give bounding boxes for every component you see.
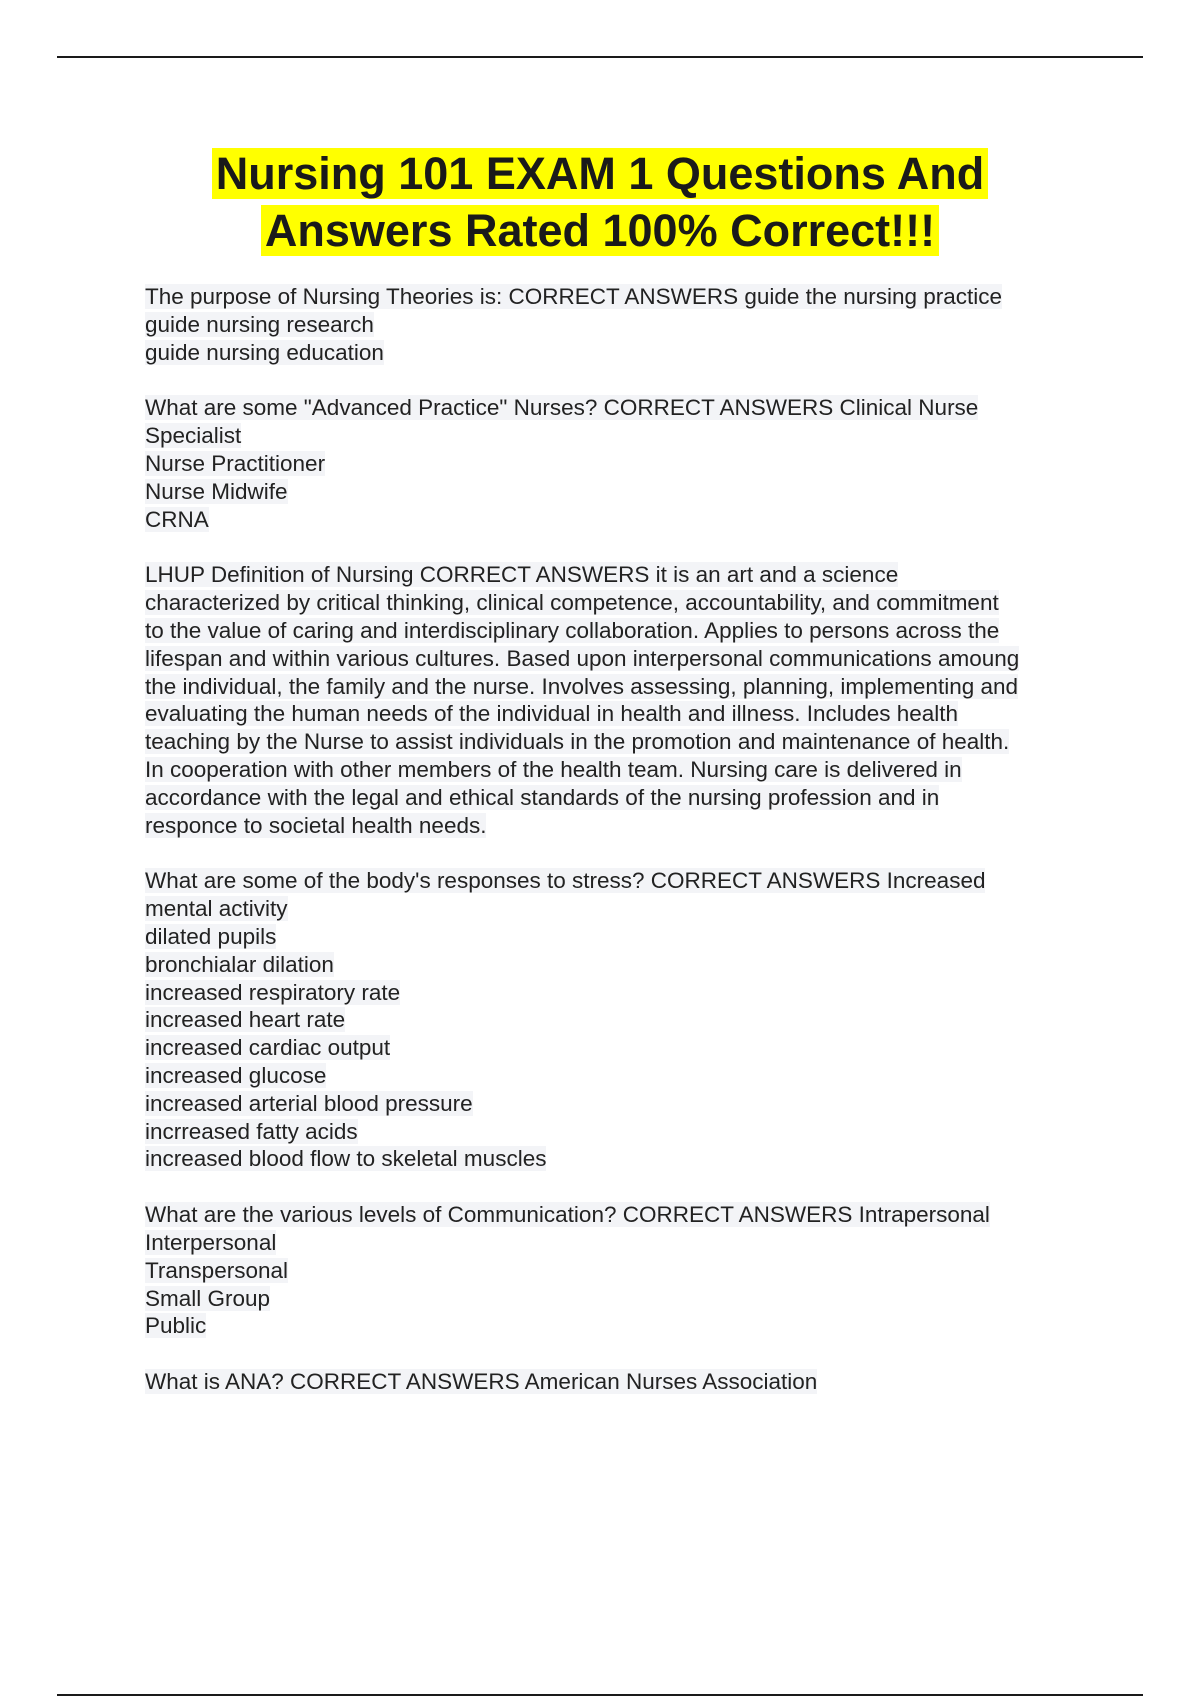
qa-question-line [145,1368,1095,1396]
qa-answer-line [145,812,1095,840]
qa-line-text: Transpersonal [145,1257,288,1283]
qa-content [145,283,1095,1424]
qa-answer-line [145,728,1095,756]
qa-line-text: guide nursing research [145,311,374,337]
qa-line-text: dilated pupils [145,923,277,949]
qa-question-line [145,283,1095,311]
qa-line-text: In cooperation with other members of the health team. Nursing care is delivered in [145,756,962,782]
qa-question-line [145,561,1095,589]
qa-line-text: increased respiratory rate [145,979,401,1005]
document-title [0,145,1200,259]
top-rule [57,56,1143,58]
bottom-rule [57,1694,1143,1696]
qa-question-line [145,394,1095,422]
title-line-1: Nursing 101 EXAM 1 Questions And [212,148,988,199]
qa-answer-line [145,1285,1095,1313]
qa-line-text: Specialist [145,423,242,449]
qa-line-text: increased blood flow to skeletal muscles [145,1146,547,1172]
qa-answer-line [145,617,1095,645]
qa-line-text: teaching by the Nurse to assist individuals in the promotion and maintenance of health. [145,729,1010,755]
qa-line-text: evaluating the human needs of the individual in health and illness. Includes health [145,701,959,727]
qa-answer-line [145,700,1095,728]
qa-line-text: increased glucose [145,1062,327,1088]
title-line-2: Answers Rated 100% Correct!!! [261,205,939,256]
qa-answer-line [145,645,1095,673]
qa-answer-line [145,422,1095,450]
qa-answer-line [145,756,1095,784]
qa-line-text: What is ANA? CORRECT ANSWERS American Nurses Association [145,1369,818,1395]
qa-item [145,1368,1095,1396]
qa-line-text: incrreased fatty acids [145,1118,358,1144]
qa-line-text: What are some of the body's responses to stress? CORRECT ANSWERS Increased [145,868,986,894]
qa-answer-line [145,784,1095,812]
qa-answer-line [145,1312,1095,1340]
qa-question-line [145,867,1095,895]
qa-line-text: the individual, the family and the nurse. Involves assessing, planning, implementing and [145,673,1019,699]
qa-answer-line [145,895,1095,923]
qa-item [145,561,1095,839]
qa-line-text: Small Group [145,1285,271,1311]
qa-answer-line [145,1062,1095,1090]
qa-answer-line [145,673,1095,701]
qa-line-text: to the value of caring and interdisciplinary collaboration. Applies to persons across the [145,617,1000,643]
qa-answer-line [145,506,1095,534]
qa-item [145,1201,1095,1340]
qa-answer-line [145,339,1095,367]
qa-line-text: accordance with the legal and ethical standards of the nursing profession and in [145,784,940,810]
qa-item [145,283,1095,366]
qa-answer-line [145,478,1095,506]
qa-line-text: Public [145,1313,207,1339]
qa-line-text: bronchialar dilation [145,951,334,977]
qa-answer-line [145,311,1095,339]
qa-answer-line [145,1006,1095,1034]
qa-line-text: CRNA [145,506,209,532]
qa-line-text: lifespan and within various cultures. Based upon interpersonal communications amoung [145,645,1020,671]
qa-answer-line [145,1118,1095,1146]
qa-line-text: What are the various levels of Communication? CORRECT ANSWERS Intrapersonal [145,1202,990,1228]
qa-answer-line [145,923,1095,951]
qa-line-text: responce to societal health needs. [145,812,487,838]
qa-answer-line [145,1034,1095,1062]
qa-answer-line [145,951,1095,979]
qa-item [145,394,1095,533]
qa-item [145,867,1095,1173]
qa-line-text: What are some "Advanced Practice" Nurses? CORRECT ANSWERS Clinical Nurse [145,395,979,421]
qa-answer-line [145,1229,1095,1257]
qa-answer-line [145,450,1095,478]
qa-answer-line [145,1257,1095,1285]
qa-line-text: increased cardiac output [145,1035,391,1061]
qa-line-text: guide nursing education [145,339,384,365]
qa-line-text: increased arterial blood pressure [145,1090,473,1116]
qa-question-line [145,1201,1095,1229]
qa-answer-line [145,1090,1095,1118]
qa-line-text: The purpose of Nursing Theories is: CORRECT ANSWERS guide the nursing practice [145,284,1003,309]
qa-answer-line [145,589,1095,617]
qa-line-text: Nurse Practitioner [145,450,326,476]
qa-answer-line [145,1145,1095,1173]
qa-answer-line [145,979,1095,1007]
qa-line-text: increased heart rate [145,1007,346,1033]
qa-line-text: mental activity [145,896,288,922]
qa-line-text: Nurse Midwife [145,478,288,504]
qa-line-text: Interpersonal [145,1229,277,1255]
qa-line-text: LHUP Definition of Nursing CORRECT ANSWERS it is an art and a science [145,562,899,588]
qa-line-text: characterized by critical thinking, clinical competence, accountability, and commitment [145,590,999,616]
